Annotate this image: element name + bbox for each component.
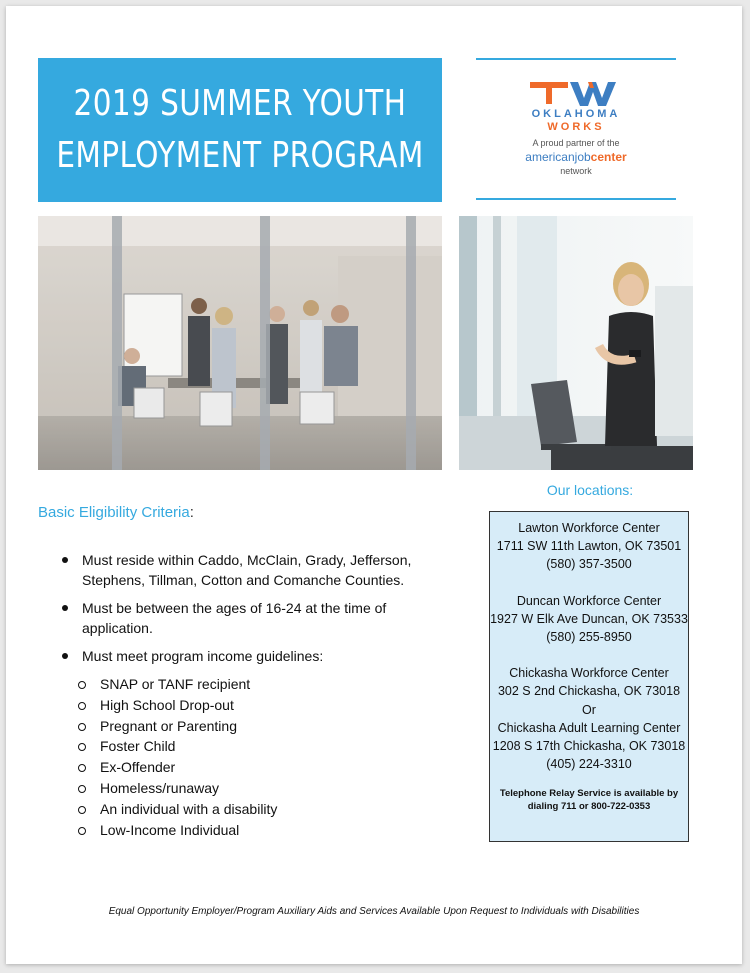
sub-item-text: High School Drop-out (100, 696, 234, 713)
criteria-age: Must be between the ages of 16-24 at the time of application. (82, 600, 387, 636)
hollow-bullet-icon (78, 723, 86, 731)
hollow-bullet-icon (78, 764, 86, 772)
woman-with-phone-photo (459, 216, 693, 470)
list-item (56, 598, 416, 638)
income-sub-list (56, 674, 416, 840)
sub-item-text: SNAP or TANF recipient (100, 676, 251, 692)
list-item (56, 820, 416, 841)
duncan-phone: (580) 255-8950 (546, 630, 632, 645)
locations-heading: Our locations: (546, 482, 634, 498)
list-item (56, 550, 416, 590)
list-item (56, 799, 416, 820)
title-line-1: 2019 SUMMER YOUTH (73, 83, 407, 124)
spacer (490, 646, 688, 664)
logo-tagline: A proud partner of the (532, 138, 620, 148)
eligibility-heading-text: Basic Eligibility Criteria (38, 504, 190, 521)
oklahoma-works-logo-icon (528, 78, 624, 108)
duncan-name: Duncan Workforce Center (516, 593, 662, 608)
spacer (490, 574, 688, 592)
list-item (56, 695, 416, 716)
eligibility-heading (38, 504, 194, 521)
ajc-suffix: center (590, 150, 627, 164)
flyer-page (6, 6, 742, 964)
lawton-address: 1711 SW 11th Lawton, OK 73501 (496, 539, 682, 554)
office-meeting-photo (38, 216, 442, 470)
hollow-bullet-icon (78, 702, 86, 710)
hollow-bullet-icon (78, 681, 86, 689)
hollow-bullet-icon (78, 806, 86, 814)
logo-network: network (560, 166, 592, 176)
chickasha-or: Or (582, 702, 596, 717)
sub-item-text: Homeless/runaway (100, 779, 220, 796)
hollow-bullet-icon (78, 785, 86, 793)
bullet-icon (62, 653, 68, 659)
chickasha-alt-address: 1208 S 17th Chickasha, OK 73018 (492, 739, 686, 754)
title-line-2: EMPLOYMENT PROGRAM (56, 135, 424, 176)
american-job-center-wordmark (476, 150, 676, 164)
eligibility-list (56, 550, 416, 840)
list-item (56, 736, 416, 757)
sub-item-text: An individual with a disability (100, 800, 278, 817)
sub-item-text: Ex-Offender (100, 759, 176, 776)
list-item (56, 674, 416, 695)
ajc-prefix: americanjob (525, 150, 591, 164)
hollow-bullet-icon (78, 827, 86, 835)
criteria-residence: Must reside within Caddo, McClain, Grady, Jefferson, Stephens, Tillman, Cotton and Comanche Counties. (82, 552, 412, 588)
oklahoma-works-logo (476, 58, 676, 202)
chickasha-name: Chickasha Workforce Center (509, 666, 669, 681)
relay-service-note: Telephone Relay Service is available by dialing 711 or 800-722-0353 (499, 788, 679, 813)
chickasha-phone: (405) 224-3310 (546, 757, 632, 772)
list-item (56, 778, 416, 799)
lawton-name: Lawton Workforce Center (518, 521, 660, 535)
locations-box (489, 511, 689, 842)
lawton-phone: (580) 357-3500 (546, 557, 632, 572)
title-banner (38, 58, 442, 202)
hollow-bullet-icon (78, 743, 86, 751)
sub-item-text: Low-Income Individual (100, 821, 240, 838)
chickasha-address: 302 S 2nd Chickasha, OK 73018 (497, 684, 681, 699)
criteria-income: Must meet program income guidelines: (82, 648, 324, 664)
eligibility-heading-colon: : (189, 504, 194, 521)
bullet-icon (62, 557, 68, 563)
logo-name-line-2: WORKS (547, 121, 605, 133)
bullet-icon (62, 605, 68, 611)
sub-item-text: Foster Child (100, 738, 176, 755)
logo-top-rule (476, 58, 676, 60)
chickasha-alt-name: Chickasha Adult Learning Center (497, 720, 681, 735)
sub-item-text: Pregnant or Parenting (100, 717, 237, 734)
logo-bottom-rule (476, 198, 676, 200)
list-item (56, 716, 416, 737)
duncan-address: 1927 W Elk Ave Duncan, OK 73533 (490, 611, 688, 626)
list-item (56, 646, 416, 666)
list-item (56, 757, 416, 778)
footer-disclaimer: Equal Opportunity Employer/Program Auxiliary Aids and Services Available Upon Request to Individuals with Disabilities (108, 906, 640, 917)
logo-name-line-1: OKLAHOMA (531, 108, 621, 120)
